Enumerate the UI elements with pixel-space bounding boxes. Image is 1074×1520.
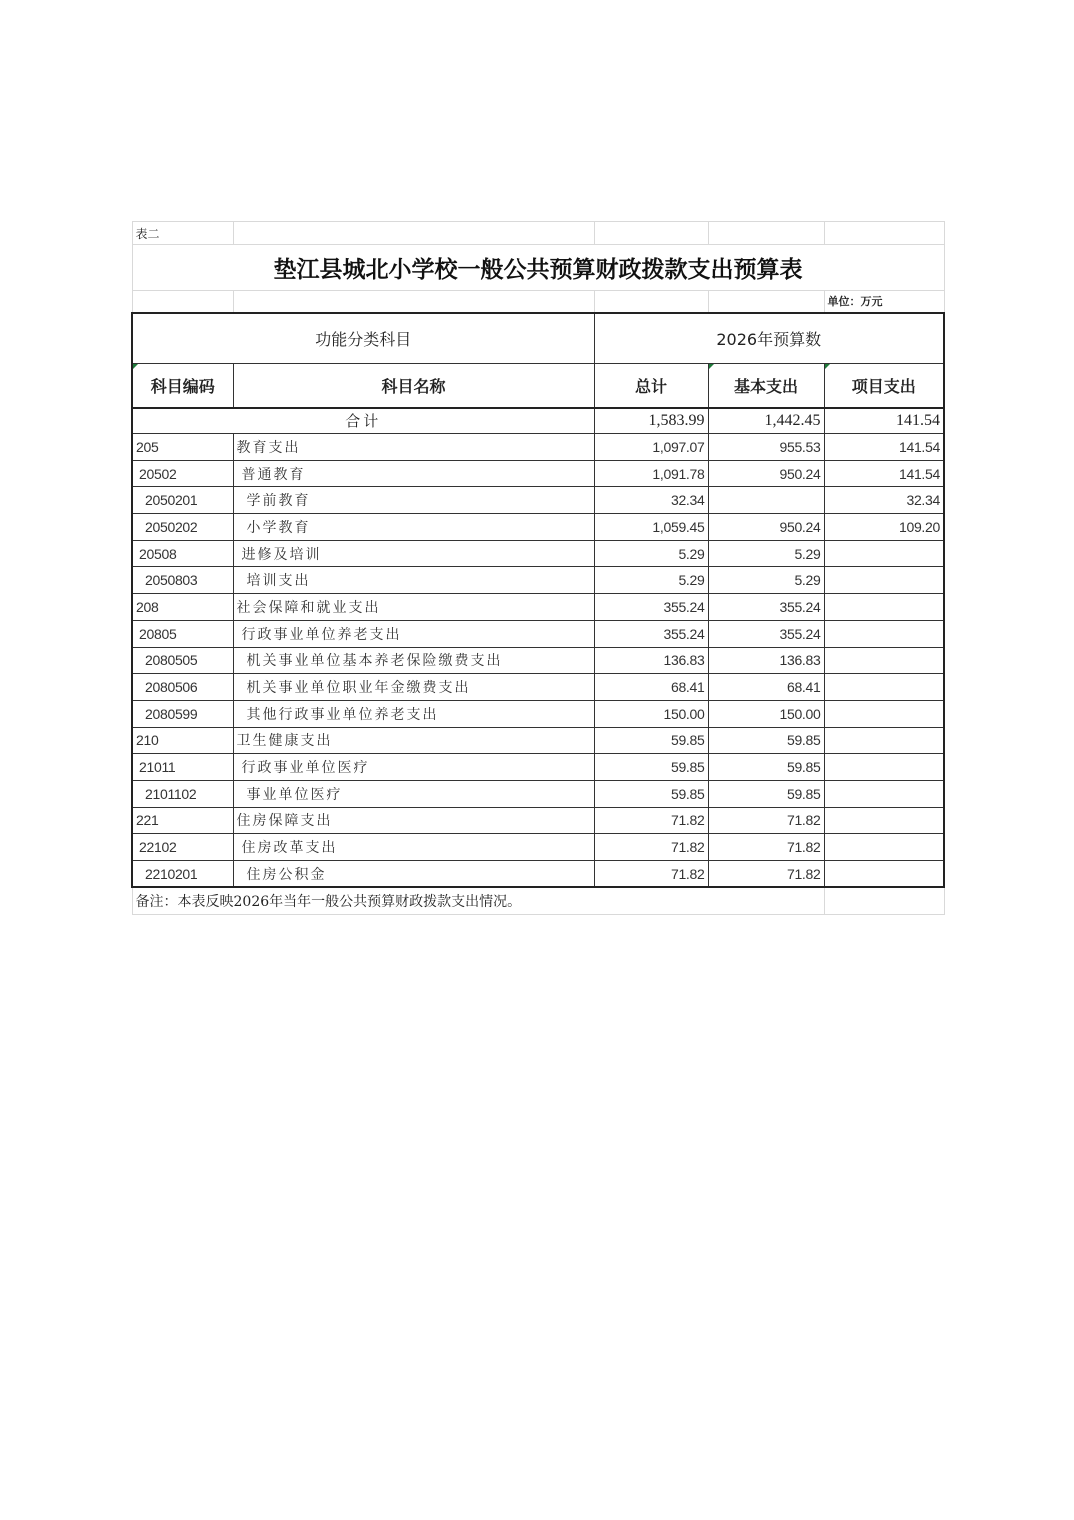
row-project [824, 727, 944, 754]
row-name: 学前教育 [233, 487, 594, 514]
row-total: 5.29 [594, 567, 708, 594]
row-name: 小学教育 [233, 514, 594, 541]
row-name: 社会保障和就业支出 [233, 594, 594, 621]
table-row [132, 514, 944, 541]
header-project: 项目支出 [824, 364, 944, 408]
row-code: 2080599 [132, 700, 233, 727]
row-name: 住房公积金 [233, 861, 594, 888]
row-name: 机关事业单位基本养老保险缴费支出 [233, 647, 594, 674]
row-total: 32.34 [594, 487, 708, 514]
row-code: 2101102 [132, 780, 233, 807]
table-row [132, 620, 944, 647]
row-project: 32.34 [824, 487, 944, 514]
row-name: 培训支出 [233, 567, 594, 594]
row-total: 150.00 [594, 700, 708, 727]
row-project [824, 567, 944, 594]
row-name: 住房改革支出 [233, 834, 594, 861]
row-basic: 71.82 [708, 861, 824, 888]
row-project [824, 780, 944, 807]
table-row [132, 594, 944, 621]
table-row [132, 834, 944, 861]
row-total: 59.85 [594, 754, 708, 781]
row-basic: 59.85 [708, 754, 824, 781]
row-code: 221 [132, 807, 233, 834]
row-basic: 955.53 [708, 434, 824, 461]
row-basic: 150.00 [708, 700, 824, 727]
row-total: 59.85 [594, 727, 708, 754]
row-basic: 136.83 [708, 647, 824, 674]
row-code: 205 [132, 434, 233, 461]
table-row [132, 487, 944, 514]
row-total: 355.24 [594, 620, 708, 647]
header-total: 总计 [594, 364, 708, 408]
row-basic: 71.82 [708, 834, 824, 861]
table-row [132, 540, 944, 567]
row-code: 208 [132, 594, 233, 621]
row-name: 行政事业单位医疗 [233, 754, 594, 781]
row-project [824, 807, 944, 834]
row-code: 20508 [132, 540, 233, 567]
table-row [132, 674, 944, 701]
row-name: 机关事业单位职业年金缴费支出 [233, 674, 594, 701]
row-basic: 355.24 [708, 594, 824, 621]
row-basic: 950.24 [708, 460, 824, 487]
table-row [132, 567, 944, 594]
row-total: 5.29 [594, 540, 708, 567]
unit-label: 单位：万元 [824, 291, 944, 313]
table-row [132, 647, 944, 674]
row-basic: 355.24 [708, 620, 824, 647]
row-name: 事业单位医疗 [233, 780, 594, 807]
summary-project: 141.54 [824, 408, 944, 434]
header-basic: 基本支出 [708, 364, 824, 408]
row-total: 59.85 [594, 780, 708, 807]
row-name: 普通教育 [233, 460, 594, 487]
table-row [132, 700, 944, 727]
row-project [824, 674, 944, 701]
row-basic: 71.82 [708, 807, 824, 834]
row-project [824, 647, 944, 674]
row-total: 71.82 [594, 807, 708, 834]
row-basic: 59.85 [708, 727, 824, 754]
row-name: 行政事业单位养老支出 [233, 620, 594, 647]
table-row [132, 780, 944, 807]
row-project [824, 754, 944, 781]
row-code: 2050803 [132, 567, 233, 594]
table-row [132, 861, 944, 888]
row-total: 1,097.07 [594, 434, 708, 461]
header-name: 科目名称 [233, 364, 594, 408]
row-code: 20805 [132, 620, 233, 647]
row-project [824, 861, 944, 888]
row-name: 卫生健康支出 [233, 727, 594, 754]
row-basic: 59.85 [708, 780, 824, 807]
row-project: 141.54 [824, 434, 944, 461]
row-total: 68.41 [594, 674, 708, 701]
row-total: 1,059.45 [594, 514, 708, 541]
table-row [132, 460, 944, 487]
row-name: 教育支出 [233, 434, 594, 461]
row-total: 71.82 [594, 834, 708, 861]
row-code: 210 [132, 727, 233, 754]
row-code: 21011 [132, 754, 233, 781]
row-total: 1,091.78 [594, 460, 708, 487]
row-total: 355.24 [594, 594, 708, 621]
header-budget-year: 2026年预算数 [594, 313, 944, 364]
row-code: 2080505 [132, 647, 233, 674]
table-row [132, 727, 944, 754]
row-code: 2210201 [132, 861, 233, 888]
header-functional-category: 功能分类科目 [132, 313, 594, 364]
row-name: 住房保障支出 [233, 807, 594, 834]
row-project [824, 540, 944, 567]
budget-table [131, 221, 945, 915]
row-code: 20502 [132, 460, 233, 487]
table-tag: 表二 [132, 222, 233, 245]
row-total: 71.82 [594, 861, 708, 888]
table-row [132, 807, 944, 834]
row-basic: 68.41 [708, 674, 824, 701]
row-project [824, 594, 944, 621]
row-name: 进修及培训 [233, 540, 594, 567]
row-project: 141.54 [824, 460, 944, 487]
row-project [824, 700, 944, 727]
summary-total: 1,583.99 [594, 408, 708, 434]
row-basic: 5.29 [708, 540, 824, 567]
row-code: 2050201 [132, 487, 233, 514]
row-code: 2080506 [132, 674, 233, 701]
table-row [132, 754, 944, 781]
summary-label: 合计 [132, 408, 594, 434]
row-name: 其他行政事业单位养老支出 [233, 700, 594, 727]
row-code: 22102 [132, 834, 233, 861]
row-basic: 950.24 [708, 514, 824, 541]
row-code: 2050202 [132, 514, 233, 541]
row-project: 109.20 [824, 514, 944, 541]
table-note: 备注：本表反映2026年当年一般公共预算财政拨款支出情况。 [132, 887, 824, 914]
row-basic [708, 487, 824, 514]
row-total: 136.83 [594, 647, 708, 674]
row-project [824, 620, 944, 647]
header-code: 科目编码 [132, 364, 233, 408]
summary-basic: 1,442.45 [708, 408, 824, 434]
row-project [824, 834, 944, 861]
row-basic: 5.29 [708, 567, 824, 594]
page-title: 垫江县城北小学校一般公共预算财政拨款支出预算表 [132, 245, 944, 291]
table-row [132, 434, 944, 461]
budget-sheet [131, 221, 943, 915]
